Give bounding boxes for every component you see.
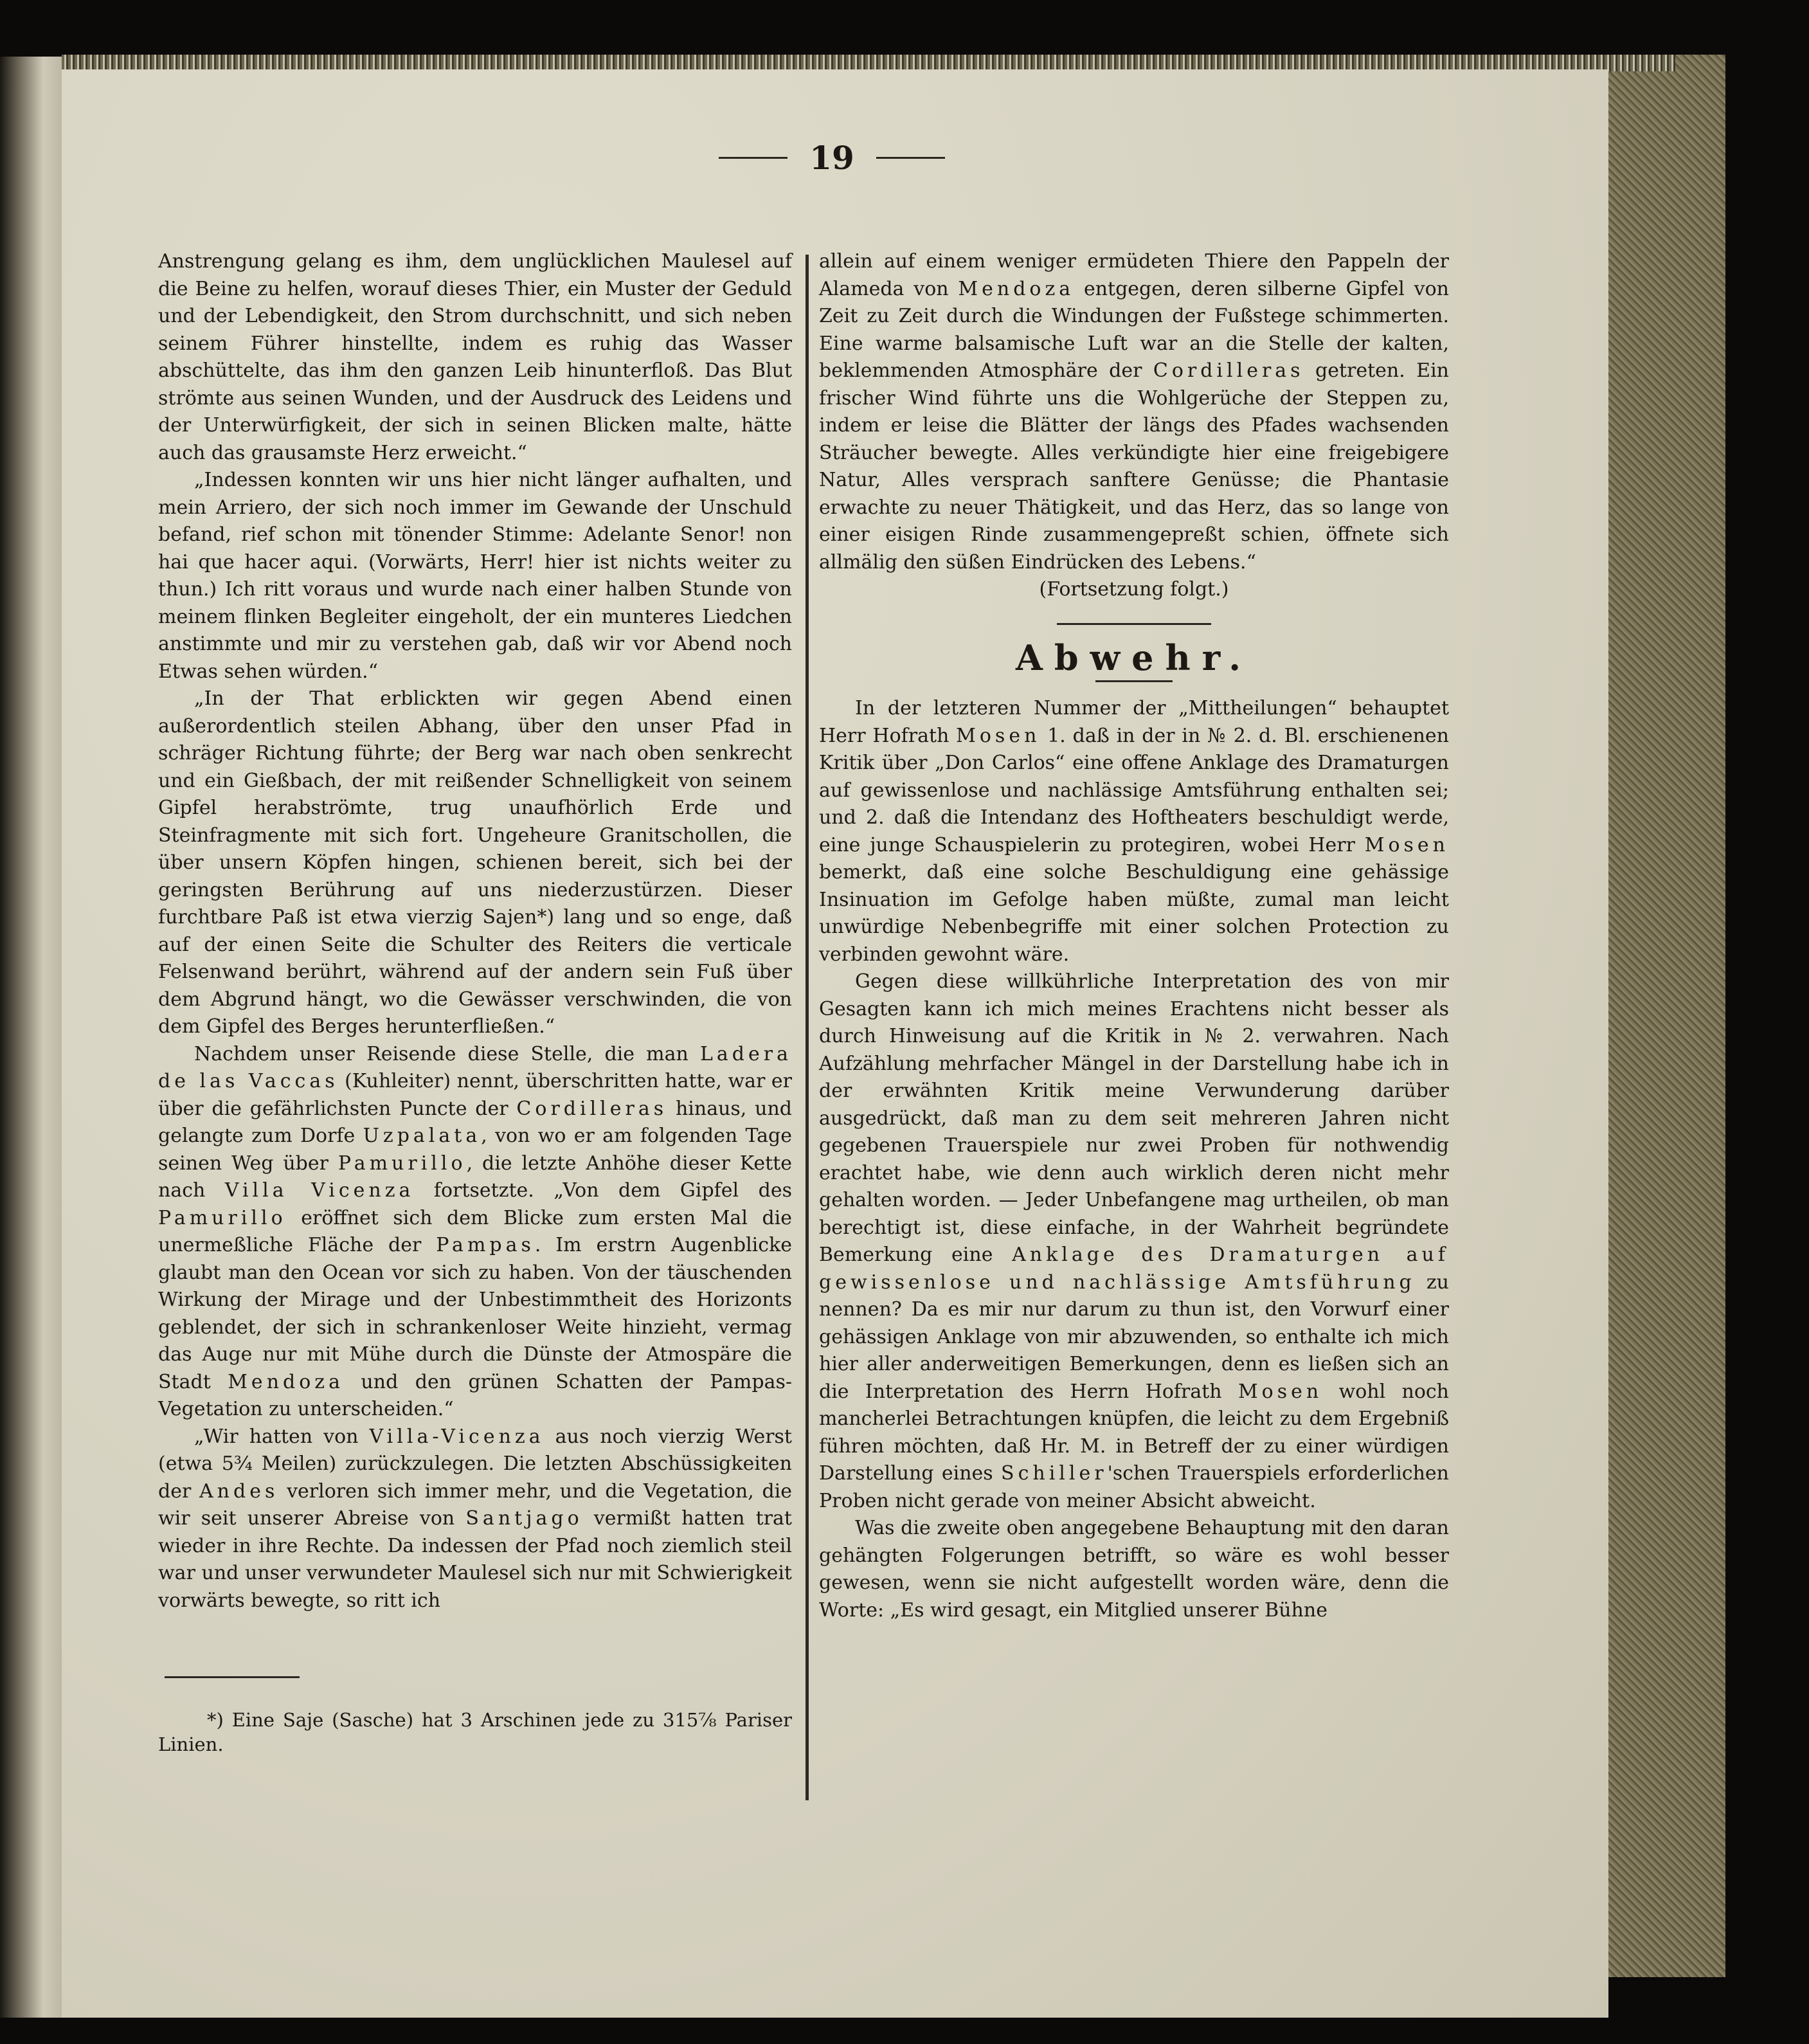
paragraph xyxy=(819,968,1449,1515)
text-run: . Im erstrn Augenblicke glaubt man den Ocean vor sich zu haben. Von der täuschenden Wirkung der Mirage und der Unbestimmtheit des Horizonts geblendet, der sich in schrankenloser Weite hinzieht, vermag das Auge nur mit Mühe durch die Dünste der Atmospäre die Stadt xyxy=(158,1234,793,1393)
book-binding-edge xyxy=(0,57,62,2018)
spaced-person-name: Mosen xyxy=(1364,833,1449,856)
text-run: vermißt hatten trat wieder in ihre Rechte. Da indessen der Pfad noch ziemlich steil war und unser verwundeter Maulesel sich nur mit Schwierigkeit vorwärts bewegte, so ritt ich xyxy=(158,1507,792,1612)
text-run: Gegen diese willkührliche Interpretation des von mir Gesagten kann ich mich meines Erachtens nicht besser als durch Hinweisung auf die Kritik in № 2. verwahren. Nach Aufzählung mehrfacher Mängel in der Darstellung habe ich in der erwähnten Kritik meine Verwunderung darüber ausgedrückt, daß man zu dem seit mehreren Jahren nicht gegebenen Trauerspiele nur zwei Proben für nothwendig erachtet habe, wie denn auch wirklich deren nicht mehr gehalten worden. — Jeder Unbefangene mag urtheilen, ob man berechtigt ist, diese einfache, in der Wahrheit begründete Bemerkung eine xyxy=(819,970,1449,1266)
left-column xyxy=(158,248,792,1614)
text-run: (Kuhleiter) nennt, überschritten hatte, war er über die gefährlichsten Puncte der xyxy=(158,1070,792,1120)
spaced-place-name: Ladera de las Vaccas xyxy=(158,1042,792,1092)
text-run: getreten. Ein frischer Wind führte uns die Wohlgerüche der Steppen zu, indem er leise die Blätter der längs des Pfades wachsenden Sträucher bewegte. Alles verkündigte hier eine freigebigere Natur, Alles versprach sanftere Genüsse; die Phantasie erwachte zu neuer Thätigkeit, und das Herz, das so lange von einer eisigen Rinde zusammengepreßt schien, öffnete sich allmälig den süßen Eindrücken des Lebens.“ xyxy=(819,359,1449,574)
paragraph: „Indessen konnten wir uns hier nicht länger aufhalten, und mein Arriero, der sich noch immer im Gewande der Unschuld befand, rief schon mit tönender Stimme: Adelante Senor! non hai que hacer aqui. (Vorwärts, Herr! hier ist nichts weiter zu thun.) Ich ritt voraus und wurde nach einer halben Stunde von meinem flinken Begleiter eingeholt, der ein munteres Liedchen anstimmte und mir zu verstehen gab, daß wir vor Abend noch Etwas sehen würden.“ xyxy=(158,469,792,683)
spaced-place-name: Uzpalata xyxy=(363,1125,482,1147)
right-column xyxy=(819,248,1449,1624)
text-run: In der letzteren Nummer der „Mittheilungen“ behauptet Herr Hofrath xyxy=(819,697,1449,747)
spaced-place-name: Andes xyxy=(199,1479,279,1503)
text-run: allein auf einem weniger ermüdeten Thiere den Pappeln der Alameda von xyxy=(819,250,1449,300)
section-rule xyxy=(1095,680,1173,682)
text-run: fortsetzte. „Von dem Gipfel des xyxy=(414,1179,792,1202)
spaced-place-name: Cordilleras xyxy=(516,1097,668,1120)
text-run: wohl noch mancherlei Betrachtungen knüpfen, die leicht zu dem Ergebniß führen möchten, daß Hr. M. in Betreff der zu einer würdigen Darstellung eines xyxy=(819,1380,1449,1485)
text-run: und den grünen Schatten der Pampas-Vegetation zu unterscheiden.“ xyxy=(158,1370,792,1420)
text-run: , die letzte Anhöhe dieser Kette nach xyxy=(158,1152,792,1202)
text-run: , von wo er am folgenden Tage seinen Weg über xyxy=(158,1125,792,1175)
spaced-place-name: Villa-Vicenza xyxy=(369,1425,544,1448)
spaced-place-name: Mendoza xyxy=(958,277,1075,300)
header-rule-left xyxy=(719,157,788,159)
paragraph xyxy=(158,1424,792,1615)
spaced-place-name: Pamurillo xyxy=(338,1152,467,1175)
paragraph: Was die zweite oben angegebene Behauptung mit den daran gehängten Folgerungen betrifft, so wäre es wohl besser gewesen, wenn sie nicht aufgestellt worden wäre, denn die Worte: „Es wird gesagt, ein Mitglied unserer Bühne xyxy=(819,1517,1449,1622)
spaced-place-name: Cordilleras xyxy=(1153,359,1304,382)
text-run: hinaus, und gelangte zum Dorfe xyxy=(158,1097,793,1147)
section-title: Abwehr. xyxy=(1015,637,1253,678)
paragraph: „In der That erblickten wir gegen Abend einen außerordentlich steilen Abhang, über den unser Pfad in schräger Richtung führte; der Berg war nach oben senkrecht und ein Gießbach, der mit reißender Schnelligkeit von seinem Gipfel herabströmte, trug unaufhörlich Erde und Steinfragmente mit sich fort. Ungeheure Granitschollen, die über unsern Köpfen hingen, schienen bereit, sich bei der geringsten Berührung auf uns niederzustürzen. Dieser furchtbare Paß ist etwa vierzig Sajen*) lang und so enge, daß auf der einen Seite die Schulter des Reiters die verticale Felsenwand berührt, während auf der andern sein Fuß über dem Abgrund hängt, wo die Gewässer verschwinden, die von dem Gipfel des Berges herunterfließen.“ xyxy=(158,687,792,1038)
page-number: 19 xyxy=(809,138,854,177)
spaced-person-name: Schiller xyxy=(1001,1462,1108,1485)
text-run: „Wir hatten von xyxy=(194,1425,370,1448)
spaced-place-name: Villa Vicenza xyxy=(224,1179,415,1202)
paragraph: Anstrengung gelang es ihm, dem unglücklichen Maulesel auf die Beine zu helfen, worauf dieses Thier, ein Muster der Geduld und der Lebendigkeit, den Strom durchschnitt, und sich neben seinem Führer hinstellte, indem es ruhig das Wasser abschüttelte, das ihm den ganzen Leib hinunterfloß. Das Blut strömte aus seinen Wunden, und der Ausdruck des Leidens und der Unterwürfigkeit, der sich in seinen Blicken malte, hätte auch das grausamste Herz erweicht.“ xyxy=(158,250,792,464)
text-run: bemerkt, daß eine solche Beschuldigung eine gehässige Insinuation im Gefolge haben müßte, zumal man leicht unwürdige Nebenbegriffe mit einer solchen Protection zu verbinden gewohnt wäre. xyxy=(819,861,1449,966)
paragraph xyxy=(819,695,1449,968)
spaced-place-name: Mendoza xyxy=(228,1370,344,1393)
text-run: verloren sich immer mehr, und die Vegetation, die wir seit unserer Abreise von xyxy=(158,1479,792,1530)
footnote: *) Eine Saje (Sasche) hat 3 Arschinen jede zu 315⅞ Pariser Linien. xyxy=(158,1709,792,1755)
page-header xyxy=(697,135,967,180)
text-run: Nachdem unser Reisende diese Stelle, die man xyxy=(194,1042,700,1065)
text-run: eröffnet sich dem Blicke zum ersten Mal die unermeßliche Fläche der xyxy=(158,1206,792,1256)
text-run: 'schen Trauerspiels erforderlichen Proben nicht gerade von meiner Absicht abweicht. xyxy=(819,1462,1449,1512)
header-rule-right xyxy=(876,157,945,159)
spaced-place-name: Pampas xyxy=(436,1234,535,1256)
paragraph xyxy=(158,1041,792,1424)
paragraph xyxy=(819,248,1449,576)
column-divider xyxy=(806,255,809,1800)
spaced-person-name: Mosen xyxy=(1238,1380,1323,1403)
spaced-quote: Anklage des Dramaturgen auf gewissenlose und nachlässige Amtsführung xyxy=(819,1244,1449,1294)
text-run: 1. daß in der in № 2. d. Bl. erschienenen Kritik über „Don Carlos“ eine offene Anklage des Dramaturgen auf gewissenlose und nachlässige Amtsführung enthalten sei; und 2. daß die Intendanz des Hoftheaters beschuldigt werde, eine junge Schauspielerin zu protegiren, wobei Herr xyxy=(819,724,1450,856)
text-run: zu nennen? Da es mir nur darum zu thun ist, den Vorwurf einer gehässigen Anklage von mir abzuwenden, so enthalte ich mich hier aller anderweitigen Bemerkungen, denn es ließen sich an die Interpretation des Herrn Hofrath xyxy=(819,1271,1449,1403)
spaced-place-name: Pamurillo xyxy=(158,1206,287,1229)
footnote-rule xyxy=(165,1676,300,1678)
spaced-place-name: Santjago xyxy=(465,1507,583,1530)
spaced-person-name: Mosen xyxy=(956,724,1041,747)
section-rule xyxy=(1057,623,1211,625)
text-run: aus noch vierzig Werst (etwa 5¾ Meilen) zurückzulegen. Die letzten Abschüssigkeiten der xyxy=(158,1425,792,1503)
book-cover-board xyxy=(1588,55,1725,1977)
text-run: entgegen, deren silberne Gipfel von Zeit zu Zeit durch die Windungen der Fußstege schimmerten. Eine warme balsamische Luft war an die Stelle der kalten, beklemmenden Atmosphäre der xyxy=(819,277,1450,382)
continued-note: (Fortsetzung folgt.) xyxy=(1039,578,1229,601)
